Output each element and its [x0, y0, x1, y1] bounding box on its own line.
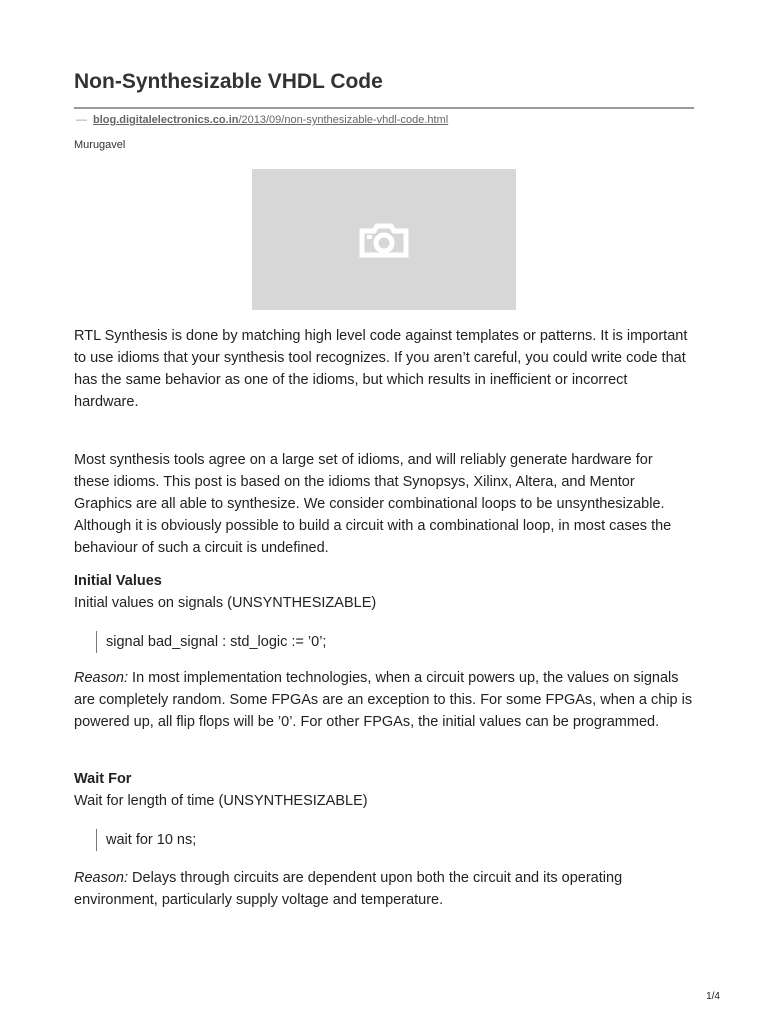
- title-divider: [74, 107, 694, 109]
- reason-text: In most implementation technologies, when a circuit powers up, the values on signals are completely random. Some FPGAs are an exception to this. For some FPGAs, when a chip is powered up, all flip flops will be ’0’. For other FPGAs, the initial values can be programmed.: [74, 670, 693, 730]
- author-name: Murugavel: [74, 139, 126, 151]
- reason-text: Delays through circuits are dependent upon both the circuit and its operating environment, particularly supply voltage and temperature.: [74, 870, 623, 908]
- code-snippet-initial-values: signal bad_signal : std_logic := ’0’;: [96, 631, 326, 653]
- section-subtitle-initial-values: Initial values on signals (UNSYNTHESIZABLE): [74, 595, 377, 611]
- idioms-paragraph: Most synthesis tools agree on a large set of idioms, and will reliably generate hardware for these idioms. This post is based on the idioms that Synopsys, Xilinx, Altera, and Mentor Graphics are all able to synthesize. We consider combinational loops to be unsynthesizable. Although it is obviously possible to build a circuit with a combinational loop, in most cases the behaviour of such a circuit is undefined.: [74, 452, 672, 556]
- section-subtitle-wait-for: Wait for length of time (UNSYNTHESIZABLE): [74, 793, 368, 809]
- article-title: Non-Synthesizable VHDL Code: [74, 70, 383, 93]
- source-line: [76, 114, 448, 126]
- code-snippet-wait-for: wait for 10 ns;: [96, 829, 196, 851]
- section-heading-wait-for: Wait For: [74, 771, 132, 787]
- source-domain: blog.digitalelectronics.co.in: [93, 114, 239, 126]
- camera-icon: [358, 221, 410, 259]
- image-placeholder: [252, 169, 516, 310]
- source-url-link[interactable]: [93, 114, 448, 126]
- reason-wait-for: [74, 867, 694, 911]
- reason-label: Reason:: [74, 870, 129, 886]
- page-number: 1/4: [706, 991, 720, 1002]
- source-dash: —: [76, 114, 87, 126]
- reason-label: Reason:: [74, 670, 129, 686]
- reason-initial-values: [74, 667, 694, 733]
- intro-paragraph: RTL Synthesis is done by matching high level code against templates or patterns. It is important to use idioms that your synthesis tool recognizes. If you aren’t careful, you could write code that has the same behavior as one of the idioms, but which results in inefficient or incorrect hardware.: [74, 328, 688, 410]
- source-path: /2013/09/non-synthesizable-vhdl-code.html: [238, 114, 449, 126]
- section-heading-initial-values: Initial Values: [74, 573, 162, 589]
